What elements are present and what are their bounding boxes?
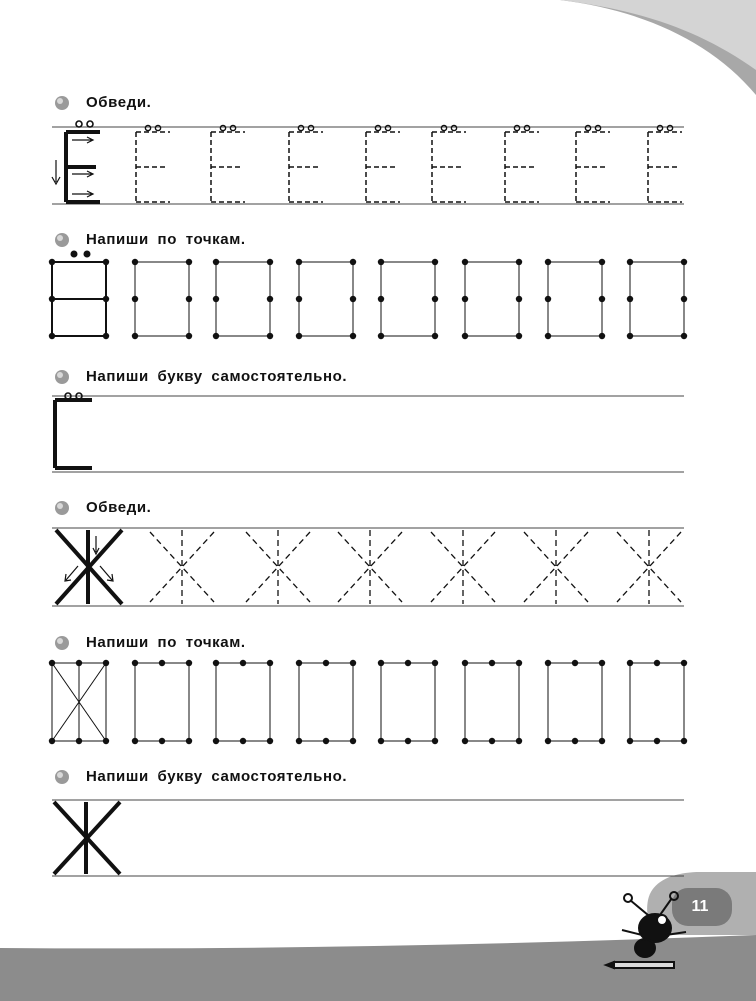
dot-grid-frame bbox=[135, 663, 189, 741]
dot-grid-frame bbox=[630, 663, 684, 741]
dot bbox=[378, 259, 384, 265]
letter-zhe-sample bbox=[56, 530, 122, 604]
dot bbox=[595, 125, 600, 130]
dot bbox=[378, 296, 384, 302]
dot bbox=[378, 660, 384, 666]
dot bbox=[186, 333, 192, 339]
dot bbox=[432, 738, 438, 744]
dot bbox=[103, 333, 109, 339]
dot bbox=[350, 333, 356, 339]
dot bbox=[462, 660, 468, 666]
letter-zhe-dashed bbox=[617, 530, 681, 604]
dot bbox=[441, 125, 446, 130]
letter-zhe-dashed bbox=[431, 530, 495, 604]
dot bbox=[432, 333, 438, 339]
dot bbox=[49, 738, 55, 744]
dot-grid-frame bbox=[381, 262, 435, 336]
dot bbox=[84, 251, 91, 258]
dot bbox=[186, 660, 192, 666]
dot bbox=[627, 738, 633, 744]
letter-zhe-lines bbox=[52, 663, 106, 741]
letter-yo-dashed bbox=[432, 132, 466, 202]
dot bbox=[49, 296, 55, 302]
arrow-right-icon bbox=[72, 137, 93, 143]
dot bbox=[432, 660, 438, 666]
dot bbox=[103, 296, 109, 302]
dot bbox=[516, 259, 522, 265]
page-number: 11 bbox=[691, 898, 709, 915]
dot bbox=[545, 738, 551, 744]
dot bbox=[524, 125, 529, 130]
dot bbox=[323, 660, 329, 666]
dot bbox=[213, 660, 219, 666]
dot bbox=[132, 333, 138, 339]
dot bbox=[350, 259, 356, 265]
letter-yo-dashed bbox=[289, 132, 323, 202]
dot bbox=[378, 333, 384, 339]
dot bbox=[213, 259, 219, 265]
dot bbox=[159, 738, 165, 744]
dot-grid-frame bbox=[465, 663, 519, 741]
dot bbox=[627, 296, 633, 302]
dot bbox=[296, 738, 302, 744]
dot bbox=[489, 738, 495, 744]
dot bbox=[296, 660, 302, 666]
dot bbox=[76, 738, 82, 744]
dot bbox=[49, 660, 55, 666]
dot-grid-frame bbox=[548, 663, 602, 741]
letter-yo-dashed bbox=[136, 132, 170, 202]
dot bbox=[516, 660, 522, 666]
dot bbox=[213, 296, 219, 302]
dot-grid-frame bbox=[216, 262, 270, 336]
letter-zhe-dashed bbox=[524, 530, 588, 604]
dot bbox=[599, 259, 605, 265]
dot bbox=[159, 660, 165, 666]
arrow-right-icon bbox=[72, 171, 93, 177]
dot bbox=[489, 660, 495, 666]
dot bbox=[405, 738, 411, 744]
dot bbox=[240, 738, 246, 744]
dot bbox=[87, 121, 93, 127]
dot bbox=[186, 738, 192, 744]
dot bbox=[267, 259, 273, 265]
dot bbox=[49, 333, 55, 339]
letter-yo-sample bbox=[66, 132, 100, 202]
dot bbox=[230, 125, 235, 130]
dot bbox=[462, 296, 468, 302]
dot bbox=[572, 738, 578, 744]
dot bbox=[681, 259, 687, 265]
dot bbox=[220, 125, 225, 130]
dot bbox=[240, 660, 246, 666]
dot bbox=[375, 125, 380, 130]
dot bbox=[514, 125, 519, 130]
dot bbox=[545, 660, 551, 666]
letter-zhe-dashed bbox=[246, 530, 310, 604]
dot bbox=[599, 660, 605, 666]
dot-grid-frame bbox=[630, 262, 684, 336]
dot bbox=[296, 296, 302, 302]
dot bbox=[405, 660, 411, 666]
dot bbox=[298, 125, 303, 130]
dot bbox=[49, 259, 55, 265]
dot bbox=[462, 333, 468, 339]
dot bbox=[103, 259, 109, 265]
dot bbox=[267, 333, 273, 339]
dot bbox=[296, 333, 302, 339]
instruction-3: Напиши букву самостоятельно. bbox=[86, 368, 348, 385]
instruction-4: Обведи. bbox=[86, 499, 152, 516]
instruction-1: Обведи. bbox=[86, 94, 152, 111]
letter-yo-dashed bbox=[366, 132, 400, 202]
dot bbox=[516, 296, 522, 302]
dot bbox=[103, 738, 109, 744]
letter-zhe-dashed bbox=[150, 530, 214, 604]
dot bbox=[681, 296, 687, 302]
letter-zhe-example bbox=[54, 802, 120, 874]
dot bbox=[350, 738, 356, 744]
dot bbox=[378, 738, 384, 744]
letter-yo-dashed bbox=[648, 132, 682, 202]
dot bbox=[213, 738, 219, 744]
instruction-6: Напиши букву самостоятельно. bbox=[86, 768, 348, 785]
dot bbox=[350, 296, 356, 302]
dot-grid-frame bbox=[299, 262, 353, 336]
letter-yo-dashed bbox=[211, 132, 245, 202]
dot bbox=[667, 125, 672, 130]
dot bbox=[186, 296, 192, 302]
dot bbox=[132, 660, 138, 666]
dot bbox=[267, 738, 273, 744]
dot bbox=[627, 259, 633, 265]
dot bbox=[545, 333, 551, 339]
dot bbox=[572, 660, 578, 666]
dot bbox=[516, 738, 522, 744]
arrow-down-icon bbox=[93, 536, 99, 554]
dot-grid-frame bbox=[299, 663, 353, 741]
dot bbox=[681, 660, 687, 666]
dot bbox=[76, 660, 82, 666]
dot bbox=[323, 738, 329, 744]
dot-grid-frame bbox=[381, 663, 435, 741]
dot bbox=[451, 125, 456, 130]
dot bbox=[627, 333, 633, 339]
dot bbox=[432, 259, 438, 265]
instruction-2: Напиши по точкам. bbox=[86, 231, 246, 248]
dot bbox=[585, 125, 590, 130]
dot-grid-frame bbox=[548, 262, 602, 336]
dot bbox=[599, 333, 605, 339]
dot bbox=[432, 296, 438, 302]
dot bbox=[76, 121, 82, 127]
dot-grid-frame bbox=[135, 262, 189, 336]
dot bbox=[71, 251, 78, 258]
dot bbox=[599, 296, 605, 302]
dot bbox=[545, 259, 551, 265]
letter-yo-example bbox=[55, 400, 92, 468]
dot bbox=[545, 296, 551, 302]
dot bbox=[296, 259, 302, 265]
letter-zhe-dashed bbox=[338, 530, 402, 604]
dot bbox=[654, 660, 660, 666]
dot bbox=[186, 259, 192, 265]
dot bbox=[308, 125, 313, 130]
dot bbox=[350, 660, 356, 666]
dot bbox=[132, 296, 138, 302]
letter-yo-dashed bbox=[576, 132, 610, 202]
dot bbox=[267, 660, 273, 666]
dot bbox=[145, 125, 150, 130]
dot bbox=[516, 333, 522, 339]
letter-yo-dashed bbox=[505, 132, 539, 202]
dot bbox=[681, 333, 687, 339]
dot bbox=[599, 738, 605, 744]
dot bbox=[132, 738, 138, 744]
dot bbox=[132, 259, 138, 265]
dot bbox=[657, 125, 662, 130]
dot bbox=[155, 125, 160, 130]
dot bbox=[654, 738, 660, 744]
dot bbox=[385, 125, 390, 130]
dot bbox=[103, 660, 109, 666]
instruction-5: Напиши по точкам. bbox=[86, 634, 246, 651]
dot-grid-frame bbox=[465, 262, 519, 336]
dot bbox=[462, 259, 468, 265]
dot bbox=[681, 738, 687, 744]
dot bbox=[462, 738, 468, 744]
dot bbox=[627, 660, 633, 666]
dot bbox=[267, 296, 273, 302]
dot bbox=[213, 333, 219, 339]
arrow-down-icon bbox=[52, 160, 60, 184]
dot-grid-frame bbox=[216, 663, 270, 741]
arrow-right-icon bbox=[72, 191, 93, 197]
